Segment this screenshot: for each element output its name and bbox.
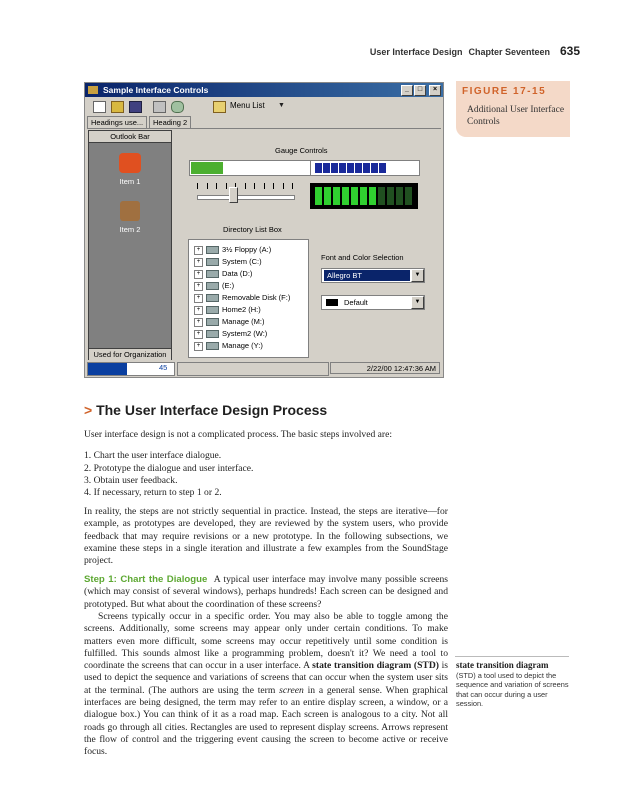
tab-heading-2: Heading 2 <box>149 116 191 128</box>
gauge-bar <box>189 160 311 176</box>
page-number: 635 <box>560 44 581 58</box>
slider-tick <box>226 183 227 189</box>
slider-track <box>197 195 295 200</box>
led-segment <box>342 187 349 205</box>
led-gauge <box>310 183 418 209</box>
slider-tick <box>245 183 246 189</box>
slider-thumb <box>229 187 238 203</box>
intro-paragraph: User interface design is not a complicated process. The basic steps involved are: <box>84 429 393 440</box>
slider-tick <box>283 183 284 189</box>
directory-item: + Home2 (H:) <box>194 304 261 315</box>
led-segment <box>387 187 394 205</box>
directory-item: + System2 (W:) <box>194 328 267 339</box>
paragraph-2: Step 1: Chart the Dialogue A typical user interface may involve many possible screens (which may consist of several windows), perhaps hundreds! Each screen can be designed and prototyped. But what about the coordination of these screens? <box>84 574 449 610</box>
maximize-icon: □ <box>414 85 426 96</box>
segmented-gauge <box>310 160 420 176</box>
list-item: 4. If necessary, return to step 1 or 2. <box>84 487 222 498</box>
directory-item: + Removable Disk (F:) <box>194 292 290 303</box>
sample-window-screenshot <box>84 82 444 378</box>
directory-list-title: Directory List Box <box>223 225 282 234</box>
progress-value: 45 <box>159 363 168 372</box>
outlook-item-2: Item 2 <box>119 225 141 234</box>
chevron-down-icon: ▼ <box>411 296 424 309</box>
gauge-segment <box>315 163 322 173</box>
status-bar <box>87 362 441 375</box>
font-selector <box>321 268 425 283</box>
slider-tick <box>254 183 255 189</box>
led-segment <box>396 187 403 205</box>
led-segment <box>333 187 340 205</box>
term-std: state transition diagram (STD) <box>312 660 439 672</box>
color-selector-value: Default <box>344 298 368 307</box>
directory-item: + Manage (M:) <box>194 316 265 327</box>
font-selector-value: Allegro BT <box>324 270 410 281</box>
chevron-down-icon: ▼ <box>411 269 424 282</box>
gauge-segment <box>355 163 362 173</box>
minimize-icon: _ <box>401 85 413 96</box>
led-segment <box>378 187 385 205</box>
gauge-segment <box>371 163 378 173</box>
gauge-segment <box>363 163 370 173</box>
item-1-icon <box>119 153 141 173</box>
directory-item: + Data (D:) <box>194 268 252 279</box>
margin-definition: (STD) a tool used to depict the sequence and variation of screens that can occur during a user session. <box>456 671 569 708</box>
gauge-segment <box>323 163 330 173</box>
slider-tick <box>207 183 208 189</box>
running-head-chapter: Chapter Seventeen <box>468 47 550 57</box>
directory-item: + System (C:) <box>194 256 262 267</box>
font-color-title: Font and Color Selection <box>321 253 404 262</box>
directory-item: + Manage (Y:) <box>194 340 263 351</box>
list-item: 3. Obtain user feedback. <box>84 475 178 486</box>
slider-tick <box>197 183 198 189</box>
properties-icon <box>153 101 166 113</box>
gauge-segment <box>331 163 338 173</box>
toolbar <box>85 98 443 114</box>
section-heading: > The User Interface Design Process <box>84 402 328 418</box>
figure-caption: Additional User Interface Controls <box>467 105 565 127</box>
menu-list-label: Menu List <box>230 101 265 110</box>
slider-ticks <box>197 183 293 191</box>
gauge-bar-fill <box>191 162 223 174</box>
outlook-bar <box>88 130 172 360</box>
running-head <box>330 47 550 57</box>
outlook-item-1: Item 1 <box>119 177 141 186</box>
directory-item: + (E:) <box>194 280 234 291</box>
led-segment <box>360 187 367 205</box>
gauge-segment <box>379 163 386 173</box>
item-2-icon <box>120 201 140 221</box>
slider-tick <box>264 183 265 189</box>
close-icon: × <box>429 85 441 96</box>
help-icon <box>171 101 184 113</box>
tab-headings: Headings use... <box>87 116 147 128</box>
color-swatch <box>326 299 338 306</box>
list-item: 2. Prototype the dialogue and user interface. <box>84 463 254 474</box>
led-segment <box>315 187 322 205</box>
tab-strip <box>87 116 441 129</box>
led-segment <box>351 187 358 205</box>
menu-list-icon <box>213 101 226 113</box>
color-selector <box>321 295 425 310</box>
gauge-segment <box>347 163 354 173</box>
led-segment <box>369 187 376 205</box>
gauge-segment <box>339 163 346 173</box>
status-timestamp: 2/22/00 12:47:36 AM <box>330 362 440 374</box>
figure-label: FIGURE 17-15 <box>462 86 547 97</box>
running-head-title: User Interface Design <box>369 47 463 57</box>
chevron-down-icon: ▼ <box>278 102 285 109</box>
directory-list-box <box>188 239 309 358</box>
slider-tick <box>273 183 274 189</box>
progress-fill <box>88 363 127 375</box>
outlook-bar-footer: Used for Organization <box>89 348 171 360</box>
status-panel <box>177 362 329 376</box>
paragraph-3: Screens typically occur in a specific order. You may also be able to toggle among the screens. Additionally, some screens may appear only under certain conditions. To make matters even more difficult, some screens may occur repetitively until some condition is fulfilled. This sounds almost like a programming problem, doesn't it? We need a tool to coordinate the screens that can occur in a user interface. A state transition diagram (STD) is used to depict the sequence and variations of screens that can occur when the system user sits at the terminal. (The authors are using the term screen in a general sense. When graphical interfaces are being designed, the term may refer to an entire display screen, a window, or a dialogue box.) You can think of it as a road map. Each screen is analogous to a city. Not all roads go through all cities. Rectangles are used to represent display screens. Arrows represent the flow of control and the triggering event causing the screen to become active or receive focus. <box>84 611 449 758</box>
list-item: 1. Chart the user interface dialogue. <box>84 450 222 461</box>
margin-term: state transition diagram <box>456 660 549 670</box>
margin-rule <box>455 656 569 657</box>
open-folder-icon <box>111 101 124 113</box>
directory-item: + 3½ Floppy (A:) <box>194 244 271 255</box>
window-title: Sample Interface Controls <box>103 85 209 95</box>
slider-tick <box>216 183 217 189</box>
app-icon <box>88 86 98 94</box>
slider-tick <box>292 183 293 189</box>
outlook-bar-header: Outlook Bar <box>89 131 171 143</box>
save-icon <box>129 101 142 113</box>
led-segment <box>324 187 331 205</box>
paragraph-1: In reality, the steps are not strictly sequential in practice. Instead, the steps are iterative—for example, as prototypes are developed, they are reviewed by the system users, who provide feedback that may require revisions or a new prototype. In the following subsections, we examine these steps in a single iteration and illustrate a few examples from the SoundStage project. <box>84 506 448 567</box>
window-title-bar <box>85 83 443 97</box>
new-file-icon <box>93 101 106 113</box>
gauge-controls-title: Gauge Controls <box>275 146 328 155</box>
led-segment <box>405 187 412 205</box>
step-1-heading: Step 1: Chart the Dialogue <box>84 574 208 585</box>
